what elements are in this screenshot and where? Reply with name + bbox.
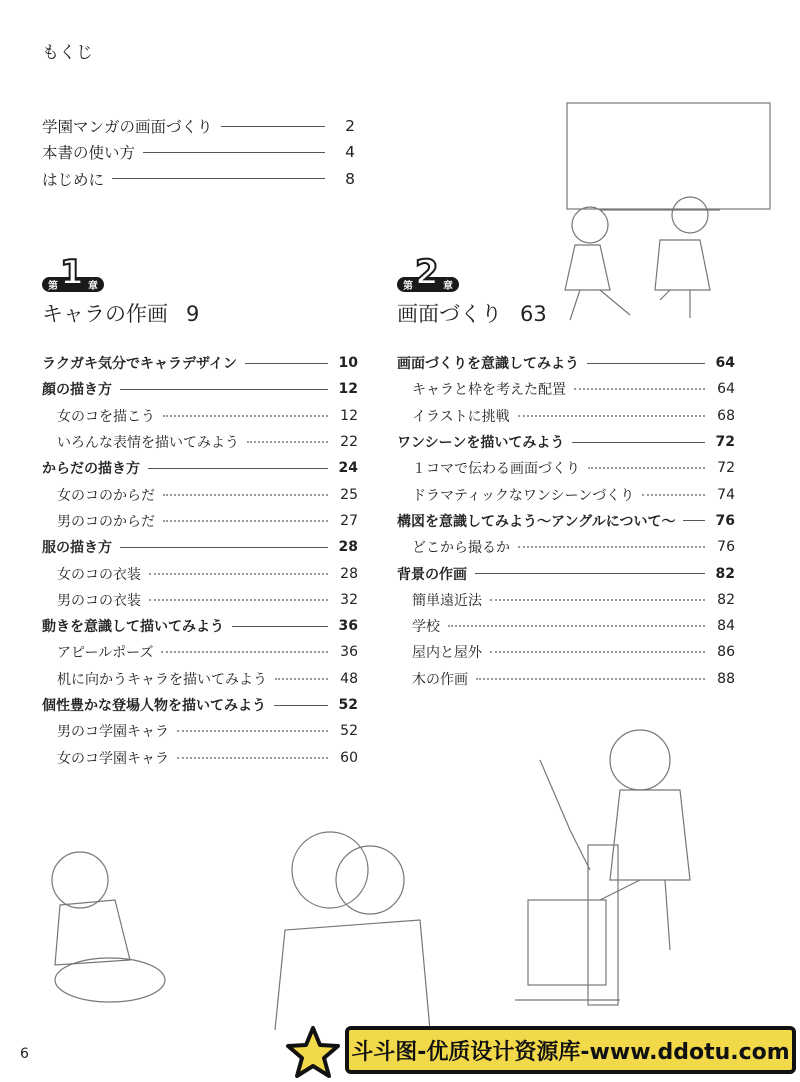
leader-line xyxy=(177,757,328,759)
toc-label: 個性豊かな登場人物を描いてみよう xyxy=(42,698,266,714)
chapter-number: 2 xyxy=(415,253,439,293)
toc-entry[interactable] xyxy=(397,666,735,692)
leader-line xyxy=(490,599,705,601)
toc-label: 本書の使い方 xyxy=(42,144,136,163)
toc-entry[interactable] xyxy=(397,350,735,376)
toc-page: 28 xyxy=(340,565,358,582)
toc-label: アピールポーズ xyxy=(57,645,154,662)
toc-page: 4 xyxy=(345,143,355,162)
toc-label: 女のコの衣装 xyxy=(57,566,141,583)
leader-line xyxy=(588,467,705,469)
leader-line xyxy=(490,651,705,653)
toc-page: 12 xyxy=(340,407,358,424)
leader-line xyxy=(120,389,328,390)
toc-label: 動きを意識して描いてみよう xyxy=(42,619,224,636)
toc-page: 64 xyxy=(715,355,735,372)
leader-line xyxy=(247,441,328,443)
leader-line xyxy=(161,651,328,653)
chapter-page: 63 xyxy=(520,302,547,326)
toc-page: 10 xyxy=(338,355,358,372)
toc-entry[interactable] xyxy=(42,429,358,455)
toc-page: 76 xyxy=(715,512,735,529)
toc-entry[interactable] xyxy=(397,534,735,560)
toc-label: 服の描き方 xyxy=(42,540,112,557)
leader-line xyxy=(476,678,705,680)
leader-line xyxy=(148,468,328,469)
couple-illustration xyxy=(275,832,430,1030)
toc-page: 48 xyxy=(340,670,358,687)
toc-entry[interactable] xyxy=(42,587,358,613)
toc-entry[interactable] xyxy=(42,481,358,507)
toc-label: 男のコの衣装 xyxy=(57,592,141,609)
toc-label: はじめに xyxy=(42,170,105,189)
toc-entry[interactable] xyxy=(42,403,358,429)
toc-entry[interactable] xyxy=(42,744,358,770)
toc-label: 背景の作画 xyxy=(397,566,467,583)
chapter-suffix: 章 xyxy=(88,281,98,292)
toc-label: ドラマティックなワンシーンづくり xyxy=(412,487,635,504)
toc-label: いろんな表情を描いてみよう xyxy=(57,435,239,452)
leader-line xyxy=(163,520,328,522)
toc-page: 22 xyxy=(340,434,358,451)
toc-entry[interactable] xyxy=(42,455,358,481)
toc-page: 52 xyxy=(338,697,358,713)
toc-entry[interactable] xyxy=(42,350,358,376)
toc-page: 64 xyxy=(717,381,735,398)
chapter-prefix: 第 xyxy=(403,281,413,292)
leader-line xyxy=(587,363,705,364)
toc-page: 86 xyxy=(717,644,735,661)
toc-page: 68 xyxy=(717,407,735,424)
toc-entry[interactable] xyxy=(397,587,735,613)
toc-label: 机に向かうキャラを描いてみよう xyxy=(57,671,267,688)
toc-entry[interactable] xyxy=(397,481,735,507)
chapter-suffix: 章 xyxy=(443,281,453,292)
leader-line xyxy=(149,573,328,575)
chapter-title[interactable] xyxy=(42,298,358,328)
toc-page: 36 xyxy=(340,644,358,661)
leader-line xyxy=(149,599,328,601)
toc-page: 76 xyxy=(717,539,735,556)
toc-entry[interactable] xyxy=(397,403,735,429)
toc-label: １コマで伝わる画面づくり xyxy=(412,461,580,478)
toc-page: 88 xyxy=(717,670,735,687)
toc-label: どこから撮るか xyxy=(412,540,510,557)
toc-entry[interactable] xyxy=(42,508,358,534)
toc-entry[interactable] xyxy=(42,692,358,718)
chapter-2 xyxy=(397,253,735,692)
toc-label: 女のコのからだ xyxy=(57,487,155,504)
toc-entry[interactable] xyxy=(42,639,358,665)
chapter-number: 1 xyxy=(60,253,84,293)
toc-entry[interactable] xyxy=(42,376,358,402)
page-number: 6 xyxy=(20,1046,29,1062)
toc-label: 学校 xyxy=(412,619,440,636)
chapter-1 xyxy=(42,253,358,771)
toc-entry[interactable] xyxy=(42,613,358,639)
page-title: もくじ xyxy=(42,43,93,63)
star-icon xyxy=(283,1024,343,1080)
toc-entry[interactable] xyxy=(397,613,735,639)
intro-toc xyxy=(42,113,355,192)
chapter-toc xyxy=(42,350,358,771)
toc-entry[interactable] xyxy=(397,508,735,534)
toc-page: 82 xyxy=(717,591,735,608)
toc-label: ラクガキ気分でキャラデザイン xyxy=(42,356,238,373)
toc-entry[interactable] xyxy=(42,113,355,139)
toc-entry[interactable] xyxy=(397,455,735,481)
toc-page: 36 xyxy=(338,618,358,635)
toc-label: からだの描き方 xyxy=(42,461,140,478)
toc-page: 2 xyxy=(345,117,355,136)
girl-cart-illustration xyxy=(515,730,690,1005)
chapter-prefix: 第 xyxy=(48,281,58,292)
leader-line xyxy=(120,547,328,548)
toc-entry[interactable] xyxy=(397,639,735,665)
toc-label: 女のコを描こう xyxy=(57,408,155,425)
toc-entry[interactable] xyxy=(42,139,355,165)
toc-entry[interactable] xyxy=(397,560,735,586)
leader-line xyxy=(112,178,325,179)
toc-label: 男のコのからだ xyxy=(57,513,155,530)
chibi-girl-illustration xyxy=(52,852,165,1002)
leader-line xyxy=(642,494,705,496)
chapter-page: 9 xyxy=(186,302,200,326)
leader-line xyxy=(475,573,705,574)
toc-label: キャラと枠を考えた配置 xyxy=(412,382,566,399)
toc-entry[interactable] xyxy=(42,666,358,692)
toc-label: 学園マンガの画面づくり xyxy=(42,118,213,137)
watermark-banner: 斗斗图-优质设计资源库-www.ddotu.com xyxy=(345,1026,796,1074)
toc-entry[interactable] xyxy=(397,376,735,402)
toc-page: 27 xyxy=(340,512,358,529)
leader-line xyxy=(572,442,705,443)
leader-line xyxy=(177,730,328,732)
leader-line xyxy=(221,126,325,127)
toc-page: 12 xyxy=(338,381,358,398)
leader-line xyxy=(448,625,705,627)
toc-entry[interactable] xyxy=(397,429,735,455)
toc-page: 82 xyxy=(715,565,735,582)
toc-page: 24 xyxy=(338,460,358,477)
toc-label: 構図を意識してみよう～アングルについて～ xyxy=(397,513,676,530)
chapter-toc xyxy=(397,350,735,692)
toc-page: 8 xyxy=(345,169,355,188)
toc-label: イラストに挑戦 xyxy=(412,408,510,425)
toc-entry[interactable] xyxy=(42,718,358,744)
chapter-badge xyxy=(42,253,358,293)
leader-line xyxy=(518,415,705,417)
toc-page: 84 xyxy=(717,618,735,635)
toc-label: 女のコ学園キャラ xyxy=(57,750,169,767)
toc-label: 木の作画 xyxy=(412,671,468,688)
toc-label: 画面づくりを意識してみよう xyxy=(397,356,579,373)
toc-label: 屋内と屋外 xyxy=(412,645,482,662)
chapter-title-text: 画面づくり xyxy=(397,302,502,326)
toc-label: 簡単遠近法 xyxy=(412,592,482,609)
leader-line xyxy=(574,388,705,390)
toc-page: 60 xyxy=(340,749,358,766)
leader-line xyxy=(163,494,328,496)
toc-entry[interactable] xyxy=(42,560,358,586)
chapter-title[interactable] xyxy=(397,298,735,328)
chapter-title-text: キャラの作画 xyxy=(42,302,168,326)
toc-entry[interactable] xyxy=(42,534,358,560)
toc-page: 72 xyxy=(717,460,735,477)
toc-page: 74 xyxy=(717,486,735,503)
toc-label: 男のコ学園キャラ xyxy=(57,724,169,741)
leader-line xyxy=(232,626,328,627)
leader-line xyxy=(245,363,328,364)
leader-line xyxy=(518,546,705,548)
leader-line xyxy=(275,678,328,680)
leader-line xyxy=(163,415,328,417)
chapter-badge xyxy=(397,253,735,293)
leader-line xyxy=(274,705,328,706)
toc-label: 顔の描き方 xyxy=(42,382,112,399)
toc-page: 25 xyxy=(340,486,358,503)
toc-label: ワンシーンを描いてみよう xyxy=(397,435,565,452)
toc-page: 28 xyxy=(338,539,358,556)
toc-page: 52 xyxy=(340,723,358,740)
leader-line xyxy=(143,152,325,153)
toc-page: 32 xyxy=(340,591,358,608)
toc-entry[interactable] xyxy=(42,166,355,192)
leader-line xyxy=(683,520,705,521)
toc-page: 72 xyxy=(715,434,735,451)
